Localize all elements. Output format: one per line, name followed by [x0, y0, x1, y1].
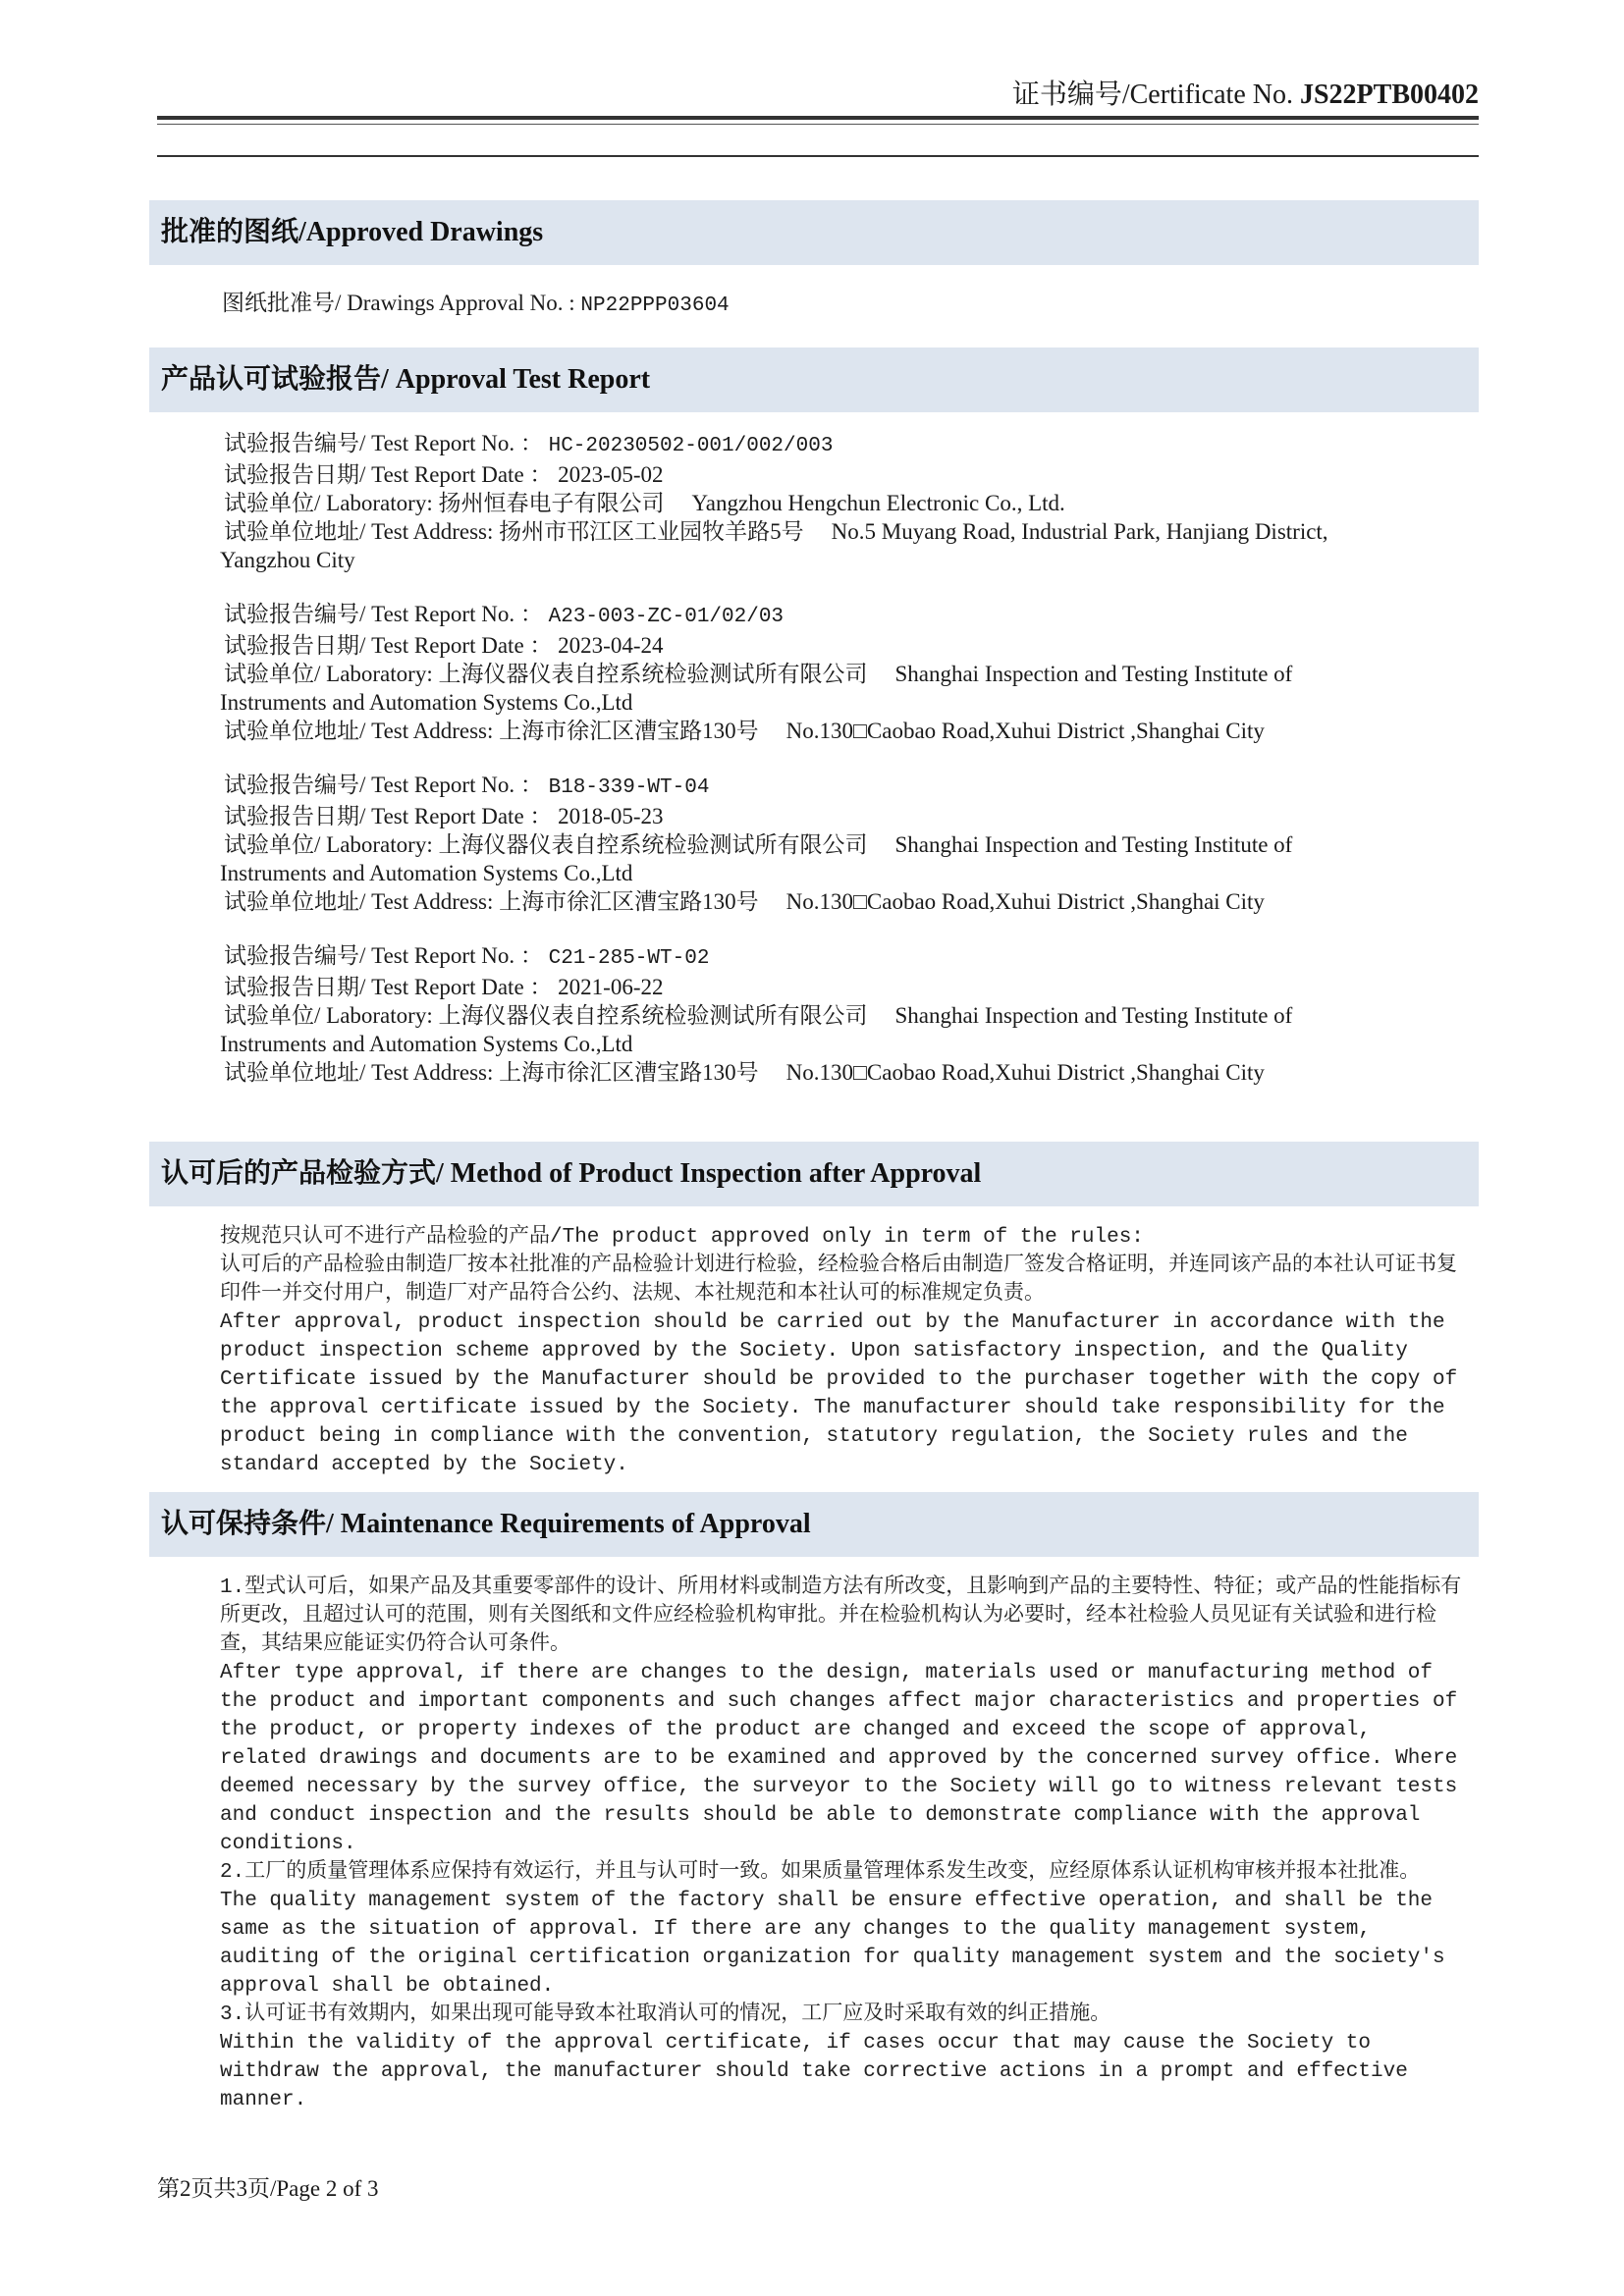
test-report-entry — [220, 941, 1461, 1087]
header-rule-lower — [157, 155, 1479, 157]
report-lab-cn: 上海仪器仪表自控系统检验测试所有限公司 — [438, 832, 868, 857]
report-lab-cn: 上海仪器仪表自控系统检验测试所有限公司 — [438, 662, 868, 686]
report-address-row: 试验单位地址/ Test Address: 上海市徐汇区漕宝路130号 No.130□Caobao Road,Xuhui District ,Shanghai City — [224, 719, 1265, 743]
report-lab-en: Shanghai Inspection and Testing Institute of — [894, 832, 1293, 857]
report-date: 2018-05-23 — [558, 804, 664, 828]
report-lab-en: Shanghai Inspection and Testing Institute of — [894, 1003, 1293, 1028]
test-report-entry — [220, 429, 1461, 574]
report-no-row: 试验报告编号/ Test Report No. ： C21-285-WT-02 — [224, 943, 710, 970]
report-no-row: 试验报告编号/ Test Report No. ： A23-003-ZC-01/02/03 — [224, 602, 785, 628]
report-lab-cont: Instruments and Automation Systems Co.,Ltd — [220, 1032, 633, 1056]
page-number: 第2页共3页/Page 2 of 3 — [157, 2176, 379, 2201]
report-date: 2023-05-02 — [558, 462, 664, 487]
report-no: A23-003-ZC-01/02/03 — [548, 606, 785, 628]
report-lab-cn: 扬州恒春电子有限公司 — [438, 491, 665, 515]
report-lab-cont: Instruments and Automation Systems Co.,Ltd — [220, 690, 633, 715]
inspection-paragraph: 按规范只认可不进行产品检验的产品/The product approved only in term of the rules: — [220, 1226, 1144, 1249]
certificate-header — [157, 79, 1479, 112]
report-address-row: 试验单位地址/ Test Address: 上海市徐汇区漕宝路130号 No.130□Caobao Road,Xuhui District ,Shanghai City — [224, 889, 1265, 914]
maintenance-paragraph: The quality management system of the factory shall be ensure effective operation, and shall be the same as the situation of approval. If there are any changes to the quality management system, auditing of the original certification organization for quality management system and the society's approval shall be obtained. — [220, 1890, 1445, 1998]
report-lab-cont: Instruments and Automation Systems Co.,Ltd — [220, 861, 633, 885]
section-test-report-title: 产品认可试验报告/ Approval Test Report — [149, 347, 1479, 412]
report-date: 2021-06-22 — [558, 975, 664, 999]
certificate-number: JS22PTB00402 — [1299, 80, 1479, 110]
report-no: B18-339-WT-04 — [548, 776, 710, 799]
report-lab-row: 试验单位/ Laboratory: 上海仪器仪表自控系统检验测试所有限公司 Shanghai Inspection and Testing Institute of — [224, 1003, 1293, 1028]
header-rule-thin — [157, 124, 1479, 125]
section-inspection-method-title: 认可后的产品检验方式/ Method of Product Inspection after Approval — [149, 1142, 1479, 1206]
maintenance-paragraph: Within the validity of the approval certificate, if cases occur that may cause the Society to withdraw the approval, the manufacturer should take corrective actions in a prompt and effective manner. — [220, 2032, 1408, 2111]
report-address-row: 试验单位地址/ Test Address: 扬州市邗江区工业园牧羊路5号 No.5 Muyang Road, Industrial Park, Hanjiang District, — [224, 519, 1328, 544]
drawings-approval-value: NP22PPP03604 — [580, 294, 730, 317]
maintenance-paragraph: 2.工厂的质量管理体系应保持有效运行，并且与认可时一致。如果质量管理体系发生改变，应经原体系认证机构审核并报本社批准。 — [220, 1861, 1421, 1884]
report-no: C21-285-WT-02 — [548, 947, 710, 970]
drawings-approval-row — [222, 289, 1459, 320]
test-report-entry — [220, 600, 1461, 745]
report-lab-row: 试验单位/ Laboratory: 上海仪器仪表自控系统检验测试所有限公司 Shanghai Inspection and Testing Institute of — [224, 832, 1293, 857]
report-address-cn: 上海市徐汇区漕宝路130号 — [499, 1060, 759, 1085]
report-address-cont: Yangzhou City — [220, 548, 355, 572]
report-address-en: No.5 Muyang Road, Industrial Park, Hanjiang District, — [831, 519, 1328, 544]
report-lab-en: Yangzhou Hengchun Electronic Co., Ltd. — [691, 491, 1065, 515]
maintenance-paragraph: 1.型式认可后，如果产品及其重要零部件的设计、所用材料或制造方法有所改变，且影响到产品的主要特性、特征；或产品的性能指标有所更改，且超过认可的范围，则有关图纸和文件应经检验机构审批。并在检验机构认为必要时，经本社检验人员见证有关试验和进行检查，其结果应能证实仍符合认可条件。 — [220, 1576, 1462, 1656]
report-date-row: 试验报告日期/ Test Report Date ： 2021-06-22 — [224, 975, 664, 999]
report-address-en: No.130□Caobao Road,Xuhui District ,Shanghai City — [785, 1060, 1265, 1085]
header-rule-thick — [157, 116, 1479, 120]
report-lab-cn: 上海仪器仪表自控系统检验测试所有限公司 — [438, 1003, 868, 1028]
report-date-row: 试验报告日期/ Test Report Date ： 2023-04-24 — [224, 633, 664, 658]
certificate-label: 证书编号/Certificate No. — [1011, 80, 1300, 110]
report-address-cn: 扬州市邗江区工业园牧羊路5号 — [499, 519, 804, 544]
report-address-en: No.130□Caobao Road,Xuhui District ,Shanghai City — [785, 719, 1265, 743]
report-lab-row: 试验单位/ Laboratory: 上海仪器仪表自控系统检验测试所有限公司 Shanghai Inspection and Testing Institute of — [224, 662, 1293, 686]
report-date-row: 试验报告日期/ Test Report Date ： 2018-05-23 — [224, 804, 664, 828]
maintenance-paragraph: 3.认可证书有效期内，如果出现可能导致本社取消认可的情况，工厂应及时采取有效的纠正措施。 — [220, 2003, 1111, 2026]
section-maintenance-title: 认可保持条件/ Maintenance Requirements of Approval — [149, 1492, 1479, 1557]
report-no: HC-20230502-001/002/003 — [548, 435, 834, 457]
inspection-paragraph: 认可后的产品检验由制造厂按本社批准的产品检验计划进行检验，经检验合格后由制造厂签发合格证明，并连同该产品的本社认可证书复印件一并交付用户，制造厂对产品符合公约、法规、本社规范和本社认可的标准规定负责。 — [220, 1255, 1457, 1306]
maintenance-text — [220, 1574, 1467, 2114]
report-lab-en: Shanghai Inspection and Testing Institute of — [894, 662, 1293, 686]
maintenance-paragraph: After type approval, if there are changes to the design, materials used or manufacturing method of the product and important components and such changes affect major characteristics and properties of the product, or property indexes of the product are changed and exceed the scope of approval, related drawings and documents are to be examined and approved by the concerned survey office. Where deemed necessary by the survey office, the surveyor to the Society will go to witness relevant tests and conduct inspection and the results should be able to demonstrate compliance with the approval conditions. — [220, 1662, 1458, 1855]
inspection-paragraph: After approval, product inspection should be carried out by the Manufacturer in accordance with the product inspection scheme approved by the Society. Upon satisfactory inspection, and the Quality Certificate issued by the Manufacturer should be provided to the purchaser together with the copy of the approval certificate issued by the Society. The manufacturer should take responsibility for the product being in compliance with the convention, statutory regulation, the Society rules and the standard accepted by the Society. — [220, 1311, 1458, 1476]
report-address-cn: 上海市徐汇区漕宝路130号 — [499, 719, 759, 743]
report-date: 2023-04-24 — [558, 633, 664, 658]
report-lab-row: 试验单位/ Laboratory: 扬州恒春电子有限公司 Yangzhou Hengchun Electronic Co., Ltd. — [224, 491, 1065, 515]
drawings-approval-label: 图纸批准号/ Drawings Approval No. : — [222, 291, 581, 315]
report-address-cn: 上海市徐汇区漕宝路130号 — [499, 889, 759, 914]
report-date-row: 试验报告日期/ Test Report Date ： 2023-05-02 — [224, 462, 664, 487]
section-approved-drawings-title: 批准的图纸/Approved Drawings — [149, 200, 1479, 265]
report-no-row: 试验报告编号/ Test Report No. ： HC-20230502-001/002/003 — [224, 431, 834, 457]
test-report-entry — [220, 771, 1461, 916]
report-no-row: 试验报告编号/ Test Report No. ： B18-339-WT-04 — [224, 773, 710, 799]
report-address-en: No.130□Caobao Road,Xuhui District ,Shanghai City — [785, 889, 1265, 914]
inspection-method-text — [220, 1223, 1467, 1479]
report-address-row: 试验单位地址/ Test Address: 上海市徐汇区漕宝路130号 No.130□Caobao Road,Xuhui District ,Shanghai City — [224, 1060, 1265, 1085]
